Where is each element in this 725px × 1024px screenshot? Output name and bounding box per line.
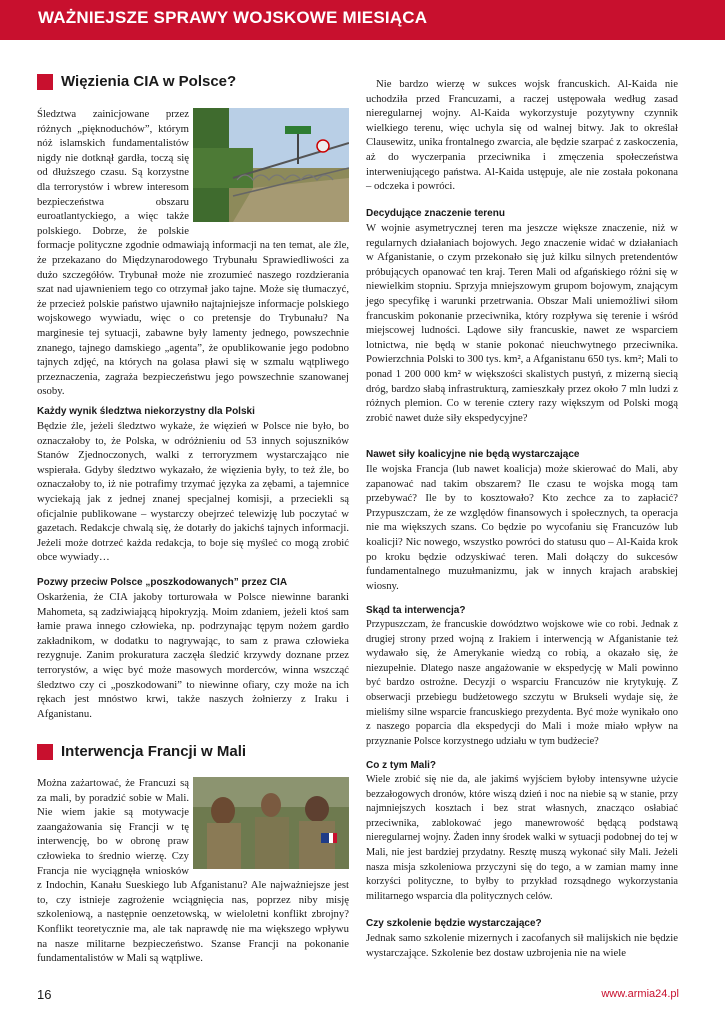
mali-right-paragraph-1: Nie bardzo wierzę w sukces wojsk francuskich. Al-Kaida nie uchodziła przed Francuzami, a raczej ustępowała według zasad nieregularnej wojny. Al-Kaida wykorzystuje pozytywny czynnik wielkiego terenu, więc uchyla się od walnej bitwy. Jak to określał Clausewitz, unika frontalnego zwarcia, ale będzie szarpać z zaskoczenia, aż do wyczerpania przeciwnika i zmęczenia społeczeństwa interweniującego państwa. Al-Kaida ustępuje, ale nie została pokonana – odczeka i powróci. <box>366 78 678 193</box>
section-title-cia-text: Więzienia CIA w Polsce? <box>61 73 237 90</box>
mali-subheading-3: Skąd ta interwencja? <box>366 605 466 616</box>
section-marker-icon <box>37 74 53 90</box>
section-marker-icon <box>37 744 53 760</box>
mali-paragraph-1-text: Można zażartować, że Francuzi są za mali, by poradzić sobie w Mali. Nie wiem jakie są motywacje zaangażowania się Francji w tę interwencję, bo w obronę praw człowieka to średnio wierzę. Czy Francja nie wyciągnęła wniosków z Indochin, Kanału Sueskiego lub Afganistanu? Ale najważniejsze jest to, czy istnieje zagrożenie wciągnięcia nas, poprzez niby misję szkoleniową, a następnie oenzetowską, w wieloletni konflikt zbrojny? Konflikt teoretycznie ma, ale tak naprawdę nie ma większego wpływu na nasze militarne bezpieczeństwo. Szanse Francji na pokonanie fundamentalistów w Mali są wątpliwe. <box>37 777 349 965</box>
cia-subheading-1: Każdy wynik śledztwa niekorzystny dla Polski <box>37 406 255 417</box>
cia-paragraph-2: Będzie źle, jeżeli śledztwo wykaże, że więzień w Polsce nie było, bo oznaczałoby to, że Polska, w odróżnieniu od 53 innych sojuszników Stanów Zjednoczonych, walki z terroryzmem wystarczająco nie wspierała. Gdyby śledztwo wykazało, że więzienia były, to też źle, bo oznaczałoby to, iż nie potrafimy trzymać języka za zębami, a tajemnice wyciekają jak z jednej znanej specjalnej komisji, a przeciekli są oficjalnie publikowane – wystarczy obejrzeć telewizję lub poczytać w gazetach. Redakcje chwalą się, że dotarły do jakichś tajnych informacji. Jeżeli może dotrzeć każda redakcja, to boje się myśleć co mogą zrobić obce wywiady… <box>37 420 349 564</box>
mali-subheading-4: Co z tym Mali? <box>366 760 437 771</box>
photo-spacer <box>189 107 349 224</box>
section-title-mali <box>37 743 246 760</box>
mali-subheading-1: Decydujące znaczenie terenu <box>366 208 505 219</box>
mali-subheading-5: Czy szkolenie będzie wystarczające? <box>366 918 542 929</box>
section-title-mali-text: Interwencja Francji w Mali <box>61 743 247 760</box>
mali-right-paragraph-6: Jednak samo szkolenie mizernych i zacofanych sił malijskich nie będzie wystarczające. Szkolenie bez dostaw uzbrojenia nie na wiele <box>366 932 678 959</box>
cia-subheading-2: Pozwy przeciw Polsce „poszkodowanych” przez CIA <box>37 577 288 588</box>
mali-right-paragraph-4: Przypuszczam, że francuskie dowództwo wojskowe wie co robi. Jednak z drugiej strony przed wojną z Irakiem i interwencją w Afganistanie też wydawało się, że Amerykanie wiedzą co robią, a okazało się, że niezupełnie. Dlatego nasze angażowanie w ekspedycję w Mali powinno być bardzo ostrożne. Decyzji o wsparciu Francuzów nie krytykuję. Z obserwacji przebiegu budżetowego szczytu w Brukseli wydaje się, że mieliśmy silne wsparcie francuskiego prezydenta. Być może wynikało ono z naszego poparcia dla ekspedycji do Mali i może miało wpływ na przyznanie Polsce korzystnego udziału w tym budżecie? <box>366 619 678 747</box>
header-title: WAŻNIEJSZE SPRAWY WOJSKOWE MIESIĄCA <box>38 8 428 27</box>
cia-paragraph-1-text: Śledztwa zainicjowane przez różnych „pięknoduchów”, którym nóż islamskich fundamentalistów nigdy nie dotknął gardła, toczą się od dłuższego czasu. Są korzystne dla terrorystów i wbrew interesom bezpieczeństwa obszaru euroatlantyckiego, a więc także polskiego. Dobrze, że polskie formacje polityczne zgodnie odmawiają informacji na ten temat, ale źle, że przekazano do Międzynarodowego Trybunału Sprawiedliwości za dużo szczegółów. Trybunał może nie zrozumieć naszego rozdzierania szat nad ujawnieniem tego co otrzymał jako tajne. Może się tłumaczyć, że przecież polskie państwo ujawniło najtajniejsze informacje polskiego wojskowego wywiadu, więc o co pretensje do Trybunału? Na marginesie tej sytuacji, zabawne były lamenty jednego, powszechnie znanego, tajnego damskiego „agenta”, że opublikowanie jego podobno tajnych zdjęć, na których na golasa pławi się w szmalu wątpliwego przeznaczenia, zagraża bezpieczeństwu jego powszechnie szanowanej osoby. <box>37 108 349 398</box>
section-title-cia <box>37 73 236 90</box>
mali-right-paragraph-5: Wiele zrobić się nie da, ale jakimś wyjściem byłoby intensywne użycie bezzałogowych dronów, które wiszą dzień i noc na niebie są w stanie, przy najmniejszych kosztach i bez strat własnych, znacząco osłabiać przeciwnika, zablokować jego manewrowość będącą podstawą nieregularnej wojny. Żaden inny środek walki w sytuacji podobnej do tej w Mali, nie jest bardziej przydatny. Resztę muszą wykonać siły Mali. Jeżeli nasza misja szkoleniowa przyczyni się do tego, a w zamian mamy inne korzyści polityczne, to byłby to przykład rozsądnego wykorzystania militarnego wsparcia dla politycznych celów. <box>366 774 678 902</box>
page-number: 16 <box>37 987 52 1002</box>
mali-paragraph-1 <box>37 776 349 966</box>
photo-spacer <box>189 776 349 876</box>
mali-right-paragraph-3: Ile wojska Francja (lub nawet koalicja) może skierować do Mali, aby zapanować nad takim obszarem? Ile czasu te wojska mogą tam przebywać? Ile by to kosztowało? Kto zechce za to zapłacić? Przypuszczam, że ze względów finansowych i społecznych, ta operacja nie ma większych szans. Co będzie po wycofaniu się Francuzów lub koalicji? Nic nowego, wszystko powróci do statusu quo – Al-Kaida krok po kroku będzie odzyskiwać teren. Mali dołączy do sukcesów fundamentalnego muzułmanizmu, jak w innych krajach arabskiej wiosny. <box>366 463 678 592</box>
cia-paragraph-3: Oskarżenia, że CIA jakoby torturowała w Polsce niewinne baranki Mahometa, są zadziwiającą hipokryzją. Moim zdaniem, jeżeli ktoś sam łamie prawa innego człowieka, np. podrzynając tępym nożem gardło zakładnikom, w dodatku to nagrywając, to sam z prawa człowieka rezygnuje. Zanim prokuratura zaczęła śledzić krzywdy doznane przez terrorystów, a więc być może masowych morderców, winna wszcząć śledztwo czy ci „poszkodowani” to niewinne ofiary, czy może na ich rękach jest mnóstwo krwi, także naszych żołnierzy z Iraku i Afganistanu. <box>37 591 349 720</box>
footer-url[interactable]: www.armia24.pl <box>601 988 679 1000</box>
page-header <box>0 0 725 40</box>
cia-paragraph-1 <box>37 107 349 399</box>
mali-subheading-2: Nawet siły koalicyjne nie będą wystarczające <box>366 449 580 460</box>
mali-right-paragraph-2: W wojnie asymetrycznej teren ma jeszcze większe znaczenie, niż w regularnych działaniach bojowych. Jego znaczenie widać w działaniach w Afganistanie, o czym przekonało się już kilku silnych pretendentów próbujących opanować ten kraj. Teren Mali od afgańskiego różni się w niewielkim stopniu. Sprzyja mniejszowym grupom bojowym, znającym jego specyfikę i warunki przetrwania. Obszar Mali uniemożliwi siłom francuskim pokonanie przeciwnika, który rozpływa się terenie i wśród miejscowej ludności. Lądowe siły francuskie, nawet ze wsparciem lotnictwa, nie będą w stanie pokonać nieuchwytnego przeciwnika. Powierzchnia Polski to 300 tys. km², a Afganistanu 650 tys. km²; Mali to ponad 1 200 000 km² w większości skalistych pustyń, z mizerną siecią dróg, bardzo słabą infrastrukturą, zamieszkały przez około 7 mln ludzi z różnych plemion. Co w terenie cztery razy większym od Polski mogą zrobić nawet duże siły ekspedycyjne? <box>366 222 678 424</box>
